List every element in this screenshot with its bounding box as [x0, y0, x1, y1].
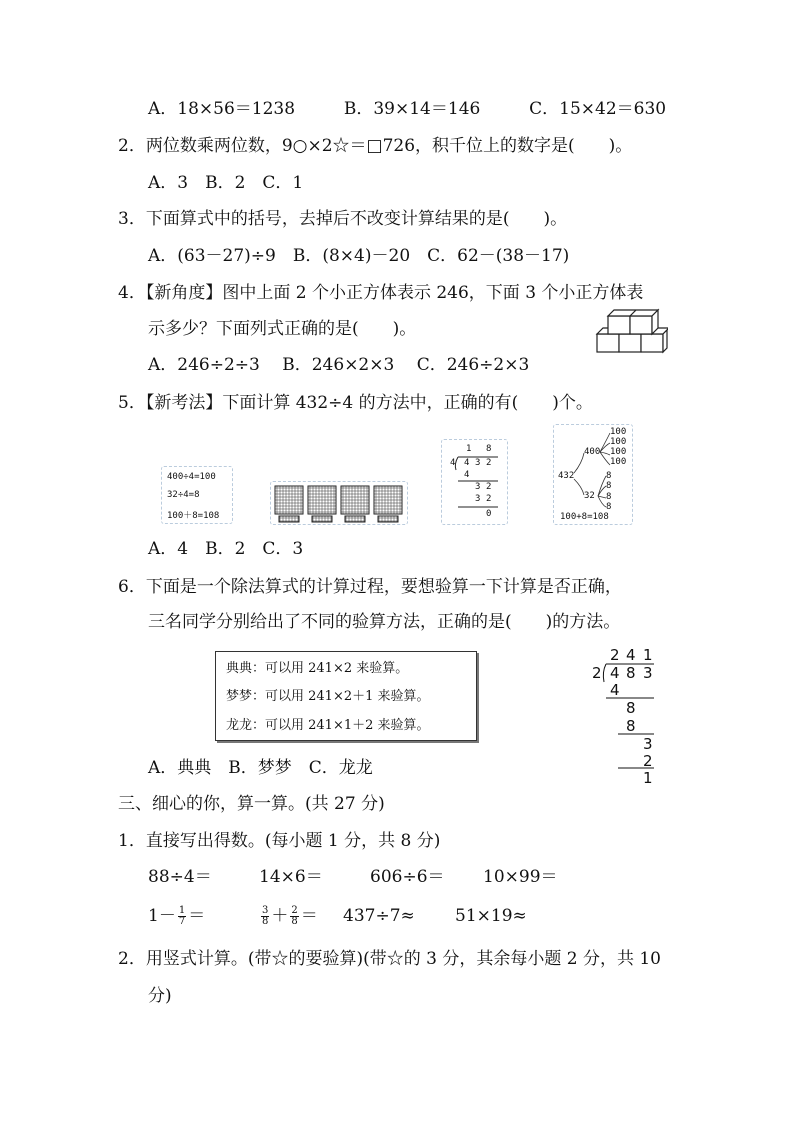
q6-d2: 8	[626, 664, 636, 682]
card3-d2: 3	[475, 458, 481, 468]
card3-r1: 4	[464, 470, 470, 480]
q6-long-division	[588, 646, 668, 786]
q6-options: A．典典 B．梦梦 C．龙龙	[148, 758, 373, 778]
p1-row2-a	[148, 905, 205, 927]
q6-s2: 8	[626, 699, 636, 717]
q6-q2: 4	[626, 646, 636, 664]
card4-h4: 100	[610, 457, 627, 467]
q2-text: 2．两位数乘两位数，9○×2☆＝□726，积千位上的数字是( )。	[118, 136, 633, 156]
q1-option-c: C．15×42＝630	[529, 99, 667, 119]
card1-line1: 400÷4=100	[167, 472, 216, 482]
card3-r3a: 3	[475, 494, 481, 504]
student-diandian: 典典：可以用 241×2 来验算。	[226, 661, 409, 676]
plus-sign: ＋	[271, 906, 289, 926]
p1-row1-a: 88÷4＝	[148, 867, 212, 887]
p2-line2: 分)	[148, 986, 172, 1006]
q6-q1: 2	[610, 646, 620, 664]
p1-row2-b	[259, 905, 318, 927]
p1-row2-b-eq: ＝	[300, 906, 318, 926]
card1-line2: 32÷4=8	[167, 490, 200, 500]
q6-s5: 2	[643, 752, 653, 770]
q5-text: 5．【新考法】下面计算 432÷4 的方法中，正确的有( )个。	[118, 393, 593, 413]
q6-s3: 8	[626, 717, 636, 735]
method-card-3-long-division	[441, 439, 508, 525]
q6-divisor: 2	[592, 664, 602, 682]
hundred-grids-figure	[271, 482, 407, 524]
fraction-num: 2	[291, 905, 298, 916]
q6-line1: 6．下面是一个除法算式的计算过程，要想验算一下计算是否正确，	[118, 577, 622, 597]
p1-row1-d: 10×99＝	[483, 867, 558, 887]
card3-q2: 8	[486, 444, 492, 454]
card4-e4: 8	[606, 502, 612, 512]
card3-r3b: 2	[486, 494, 492, 504]
student-longlong: 龙龙：可以用 241×1＋2 来验算。	[226, 718, 430, 733]
card4-400: 400	[584, 447, 601, 457]
card4-e1: 8	[606, 471, 612, 481]
card3-d3: 2	[486, 458, 492, 468]
p1-title: 1．直接写出得数。(每小题 1 分，共 8 分)	[118, 831, 441, 851]
section3-title: 三、细心的你，算一算。(共 27 分)	[118, 794, 385, 814]
method-card-1	[161, 466, 233, 524]
q6-s4: 3	[643, 735, 653, 753]
fraction-3-8	[261, 906, 269, 927]
q4-line2: 示多少？下面列式正确的是( )。	[148, 319, 417, 339]
card4-e3: 8	[606, 492, 612, 502]
p1-row1-c: 606÷6＝	[370, 867, 445, 887]
q6-s1: 4	[610, 681, 620, 699]
card1-line3: 100＋8=108	[167, 511, 220, 521]
method-card-4-split	[553, 424, 633, 525]
fraction-den: 8	[291, 916, 298, 927]
p1-row2-d: 51×19≈	[455, 906, 527, 926]
card4-h1: 100	[610, 427, 627, 437]
q6-q3: 1	[643, 646, 653, 664]
q6-d3: 3	[643, 664, 653, 682]
card4-e2: 8	[606, 481, 612, 491]
p2-line1: 2．用竖式计算。(带☆的要验算)(带☆的 3 分，其余每小题 2 分，共 10	[118, 949, 661, 969]
card3-d1: 4	[464, 458, 470, 468]
q3-text: 3．下面算式中的括号，去掉后不改变计算结果的是( )。	[118, 209, 568, 229]
student-mengmeng: 梦梦：可以用 241×2＋1 来验算。	[226, 689, 430, 704]
fraction-num: 1	[178, 905, 186, 916]
card3-divisor: 4	[450, 458, 456, 468]
fraction-den: 8	[262, 916, 269, 927]
p1-row2-c: 437÷7≈	[343, 906, 415, 926]
q1-option-a: A．18×56＝1238	[148, 99, 296, 119]
card4-432: 432	[558, 471, 575, 481]
q1-option-b: B．39×14＝146	[343, 99, 481, 119]
method-card-2-grids	[270, 481, 408, 525]
q2-options: A．3 B．2 C．1	[148, 173, 304, 193]
cubes-figure	[594, 306, 668, 354]
card4-result: 100+8=108	[560, 512, 609, 522]
p1-row2-a-eq: ＝	[188, 906, 206, 926]
students-methods-box	[215, 651, 477, 741]
q5-options: A．4 B．2 C．3	[148, 539, 304, 559]
card4-32: 32	[584, 491, 595, 501]
q6-line2: 三名同学分别给出了不同的验算方法，正确的是( )的方法。	[148, 612, 621, 632]
card3-r4: 0	[486, 509, 492, 519]
fraction-num: 3	[262, 905, 269, 916]
p1-row2-a-prefix: 1－	[148, 906, 176, 926]
p1-row1-b: 14×6＝	[259, 867, 323, 887]
card3-r2a: 3	[475, 482, 481, 492]
fraction-1-7	[178, 906, 186, 927]
q4-options: A．246÷2÷3 B．246×2×3 C．246÷2×3	[148, 355, 530, 375]
q4-line1: 4．【新角度】图中上面 2 个小正方体表示 246，下面 3 个小正方体表	[118, 283, 644, 303]
q6-remainder: 1	[643, 769, 653, 787]
card4-h2: 100	[610, 437, 627, 447]
card3-r2b: 2	[486, 482, 492, 492]
fraction-2-8	[290, 906, 298, 927]
q6-d1: 4	[610, 664, 620, 682]
card4-h3: 100	[610, 447, 627, 457]
card3-q1: 1	[466, 444, 472, 454]
q1-options	[148, 98, 666, 120]
q3-options: A．(63－27)÷9 B．(8×4)－20 C．62－(38－17)	[148, 246, 570, 266]
fraction-den: 7	[178, 916, 186, 927]
